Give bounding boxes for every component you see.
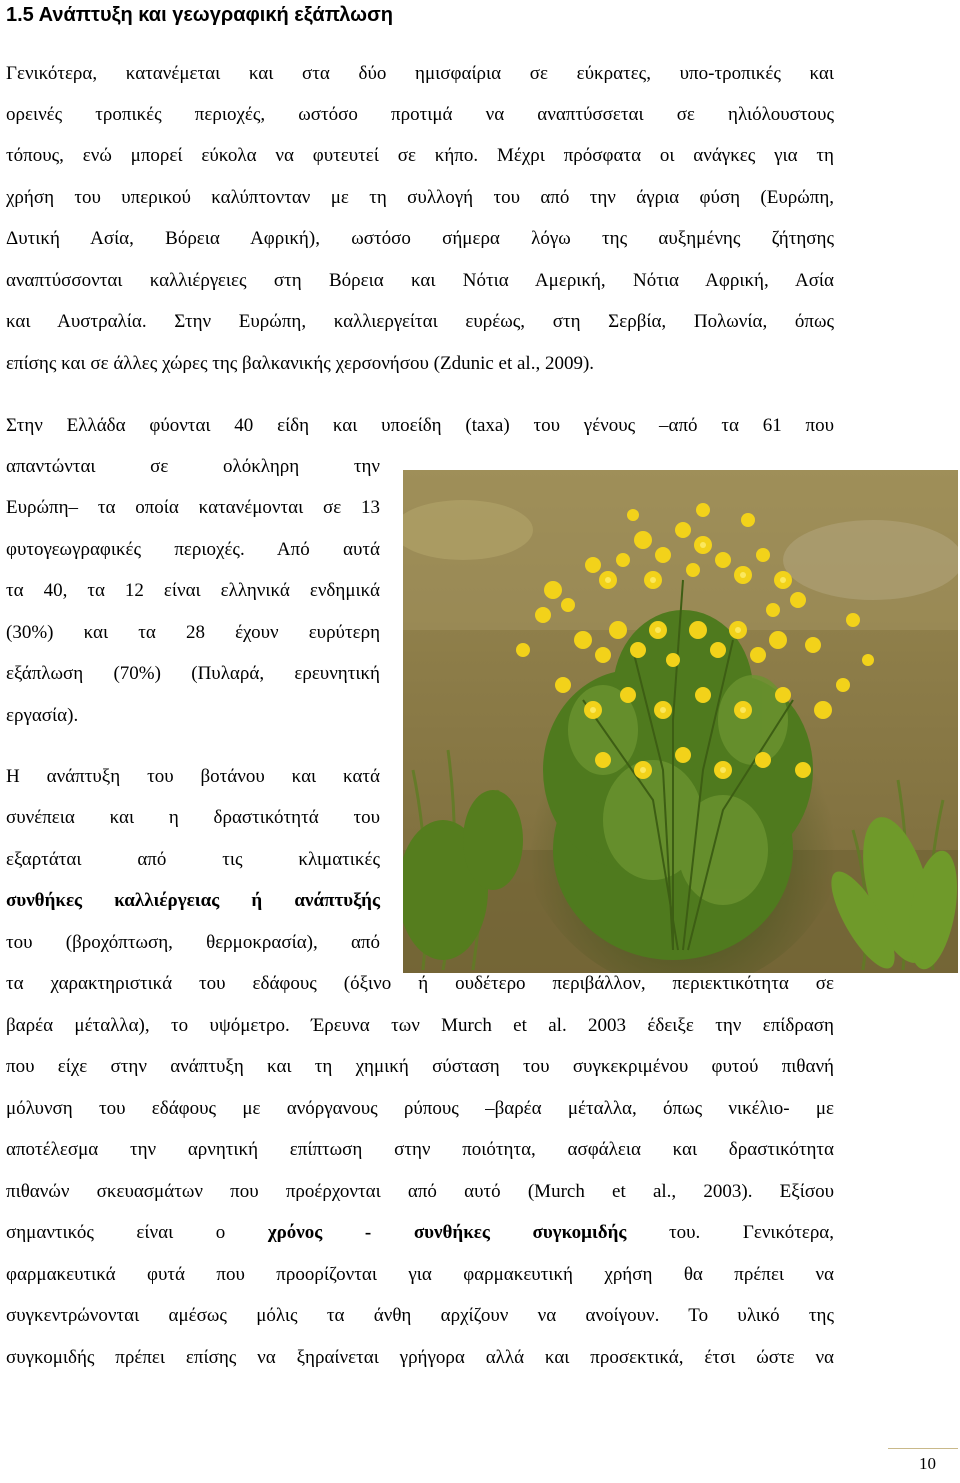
paragraph3-line: του (βροχόπτωση, θερμοκρασία), από xyxy=(6,932,380,953)
page-number-rule xyxy=(888,1448,958,1449)
paragraph2-line: εξάπλωση (70%) (Πυλαρά, ερευνητική xyxy=(6,663,380,684)
paragraph3-bold-line: συνθήκες καλλιέργειας ή ανάπτυξής xyxy=(6,890,380,911)
paragraph2-line: (30%) και τα 28 έχουν ευρύτερη xyxy=(6,622,380,643)
page-number: 10 xyxy=(919,1454,936,1473)
paragraph2-line: απαντώνται σε ολόκληρη την xyxy=(6,456,380,477)
paragraph2-line: φυτογεωγραφικές περιοχές. Από αυτά xyxy=(6,539,380,560)
paragraph3-line: εξαρτάται από τις κλιματικές xyxy=(6,849,380,870)
paragraph3-line: συγκομιδής πρέπει επίσης να ξηραίνεται γρήγορα αλλά και προσεκτικά, έτσι ώστε να xyxy=(6,1347,834,1368)
page-number-footer xyxy=(888,1448,958,1478)
paragraph1-line: επίσης και σε άλλες χώρες της βαλκανικής χερσονήσου (Zdunic et al., 2009). xyxy=(6,353,595,374)
paragraph3-line: φαρμακευτικά φυτά που προορίζονται για φαρμακευτική χρήση θα πρέπει να xyxy=(6,1264,834,1285)
mixed-line-before: σημαντικός είναι ο xyxy=(6,1222,268,1243)
paragraph3-line: μόλυνση του εδάφους με ανόργανους ρύπους –βαρέα μέταλλα, όπως νικέλιο- με xyxy=(6,1098,834,1119)
paragraph1-line: και Αυστραλία. Στην Ευρώπη, καλλιεργείται ευρέως, στη Σερβία, Πολωνία, όπως xyxy=(6,311,834,332)
paragraph3-line: τα χαρακτηριστικά του εδάφους (όξινο ή ουδέτερο περιβάλλον, περιεκτικότητα σε xyxy=(6,973,834,994)
paragraph3-line: Η ανάπτυξη του βοτάνου και κατά xyxy=(6,766,380,787)
paragraph1-line: ορεινές τροπικές περιοχές, ωστόσο προτιμά να αναπτύσσεται σε ηλιόλουστους xyxy=(6,104,834,125)
paragraph2-line: τα 40, τα 12 είναι ελληνικά ενδημικά xyxy=(6,580,380,601)
paragraph1-line: χρήση του υπερικού καλύπτονταν με τη συλλογή του από την άγρια φύση (Ευρώπη, xyxy=(6,187,834,208)
plant-photo xyxy=(403,470,958,973)
paragraph1-line: αναπτύσσονται καλλιέργειες στη Βόρεια και Νότια Αμερική, Νότια Αφρική, Ασία xyxy=(6,270,834,291)
mixed-line-bold: χρόνος - συνθήκες συγκομιδής xyxy=(267,1222,627,1243)
paragraph3-line: συνέπεια και η δραστικότητά του xyxy=(6,807,380,828)
mixed-line-after: του. Γενικότερα, xyxy=(626,1222,835,1243)
paragraph3-mixed-line xyxy=(6,1221,834,1245)
paragraph1-line: Δυτική Ασία, Βόρεια Αφρική), ωστόσο σήμερα λόγω της αυξημένης ζήτησης xyxy=(6,228,834,249)
section-heading: 1.5 Ανάπτυξη και γεωγραφική εξάπλωση xyxy=(6,4,393,26)
paragraph3-line: αποτέλεσμα την αρνητική επίπτωση στην ποιότητα, ασφάλεια και δραστικότητα xyxy=(6,1139,834,1160)
paragraph1-line: τόπους, ενώ μπορεί εύκολα να φυτευτεί σε κήπο. Μέχρι πρόσφατα οι ανάγκες για τη xyxy=(6,145,834,166)
paragraph2-line: Ευρώπη– τα οποία κατανέμονται σε 13 xyxy=(6,497,380,518)
paragraph2-line: εργασία). xyxy=(6,705,79,726)
paragraph2-line: Στην Ελλάδα φύονται 40 είδη και υποείδη (taxa) του γένους –από τα 61 που xyxy=(6,415,834,436)
paragraph3-line: συγκεντρώνονται αμέσως μόλις τα άνθη αρχίζουν να ανοίγουν. Το υλικό της xyxy=(6,1305,834,1326)
paragraph3-line: πιθανών σκευασμάτων που προέρχονται από αυτό (Murch et al., 2003). Εξίσου xyxy=(6,1181,834,1202)
paragraph3-line: βαρέα μέταλλα), το υψόμετρο. Έρευνα των Murch et al. 2003 έδειξε την επίδραση xyxy=(6,1015,834,1036)
paragraph1-line: Γενικότερα, κατανέμεται και στα δύο ημισφαίρια σε εύκρατες, υπο-τροπικές και xyxy=(6,63,834,84)
paragraph3-line: που είχε στην ανάπτυξη και τη χημική σύσταση του συγκεκριμένου φυτού πιθανή xyxy=(6,1056,834,1077)
